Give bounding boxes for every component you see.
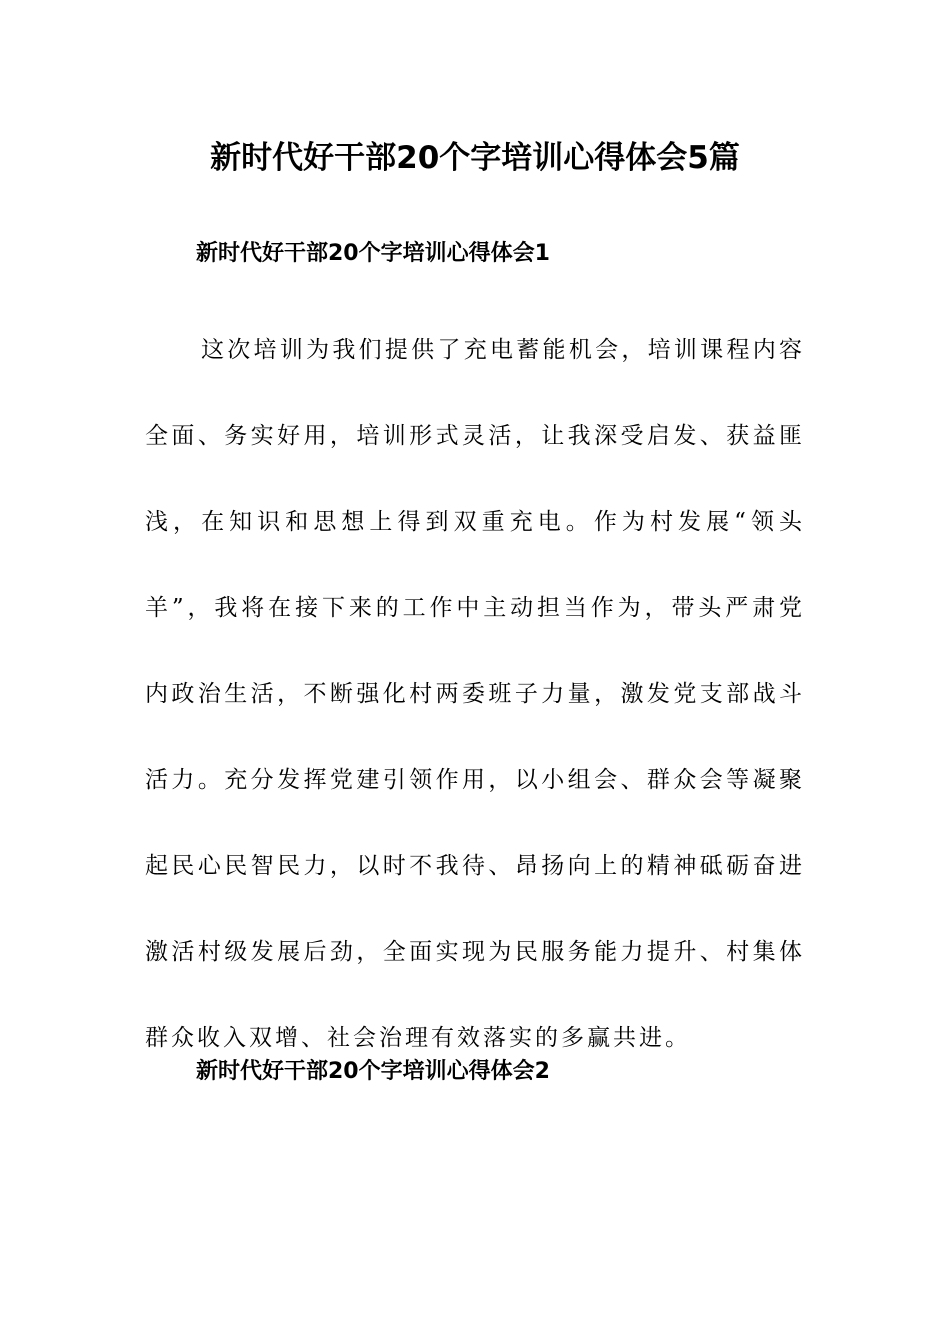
section-heading-2: 新时代好干部20个字培训心得体会2 <box>196 1059 550 1084</box>
document-title: 新时代好干部20个字培训心得体会5篇 <box>210 140 740 176</box>
section-paragraph-1: 这次培训为我们提供了充电蓄能机会，培训课程内容全面、务实好用，培训形式灵活，让我深受启发、获益匪浅，在知识和思想上得到双重充电。作为村发展“领头羊”，我将在接下来的工作中主动担当作为，带头严肃党内政治生活，不断强化村两委班子力量，激发党支部战斗活力。充分发挥党建引领作用，以小组会、群众会等凝聚起民心民智民力，以时不我待、昂扬向上的精神砥砺奋进激活村级发展后劲，全面实现为民服务能力提升、村集体群众收入双增、社会治理有效落实的多赢共进。 <box>145 337 805 1051</box>
section-heading-1: 新时代好干部20个字培训心得体会1 <box>196 241 550 266</box>
